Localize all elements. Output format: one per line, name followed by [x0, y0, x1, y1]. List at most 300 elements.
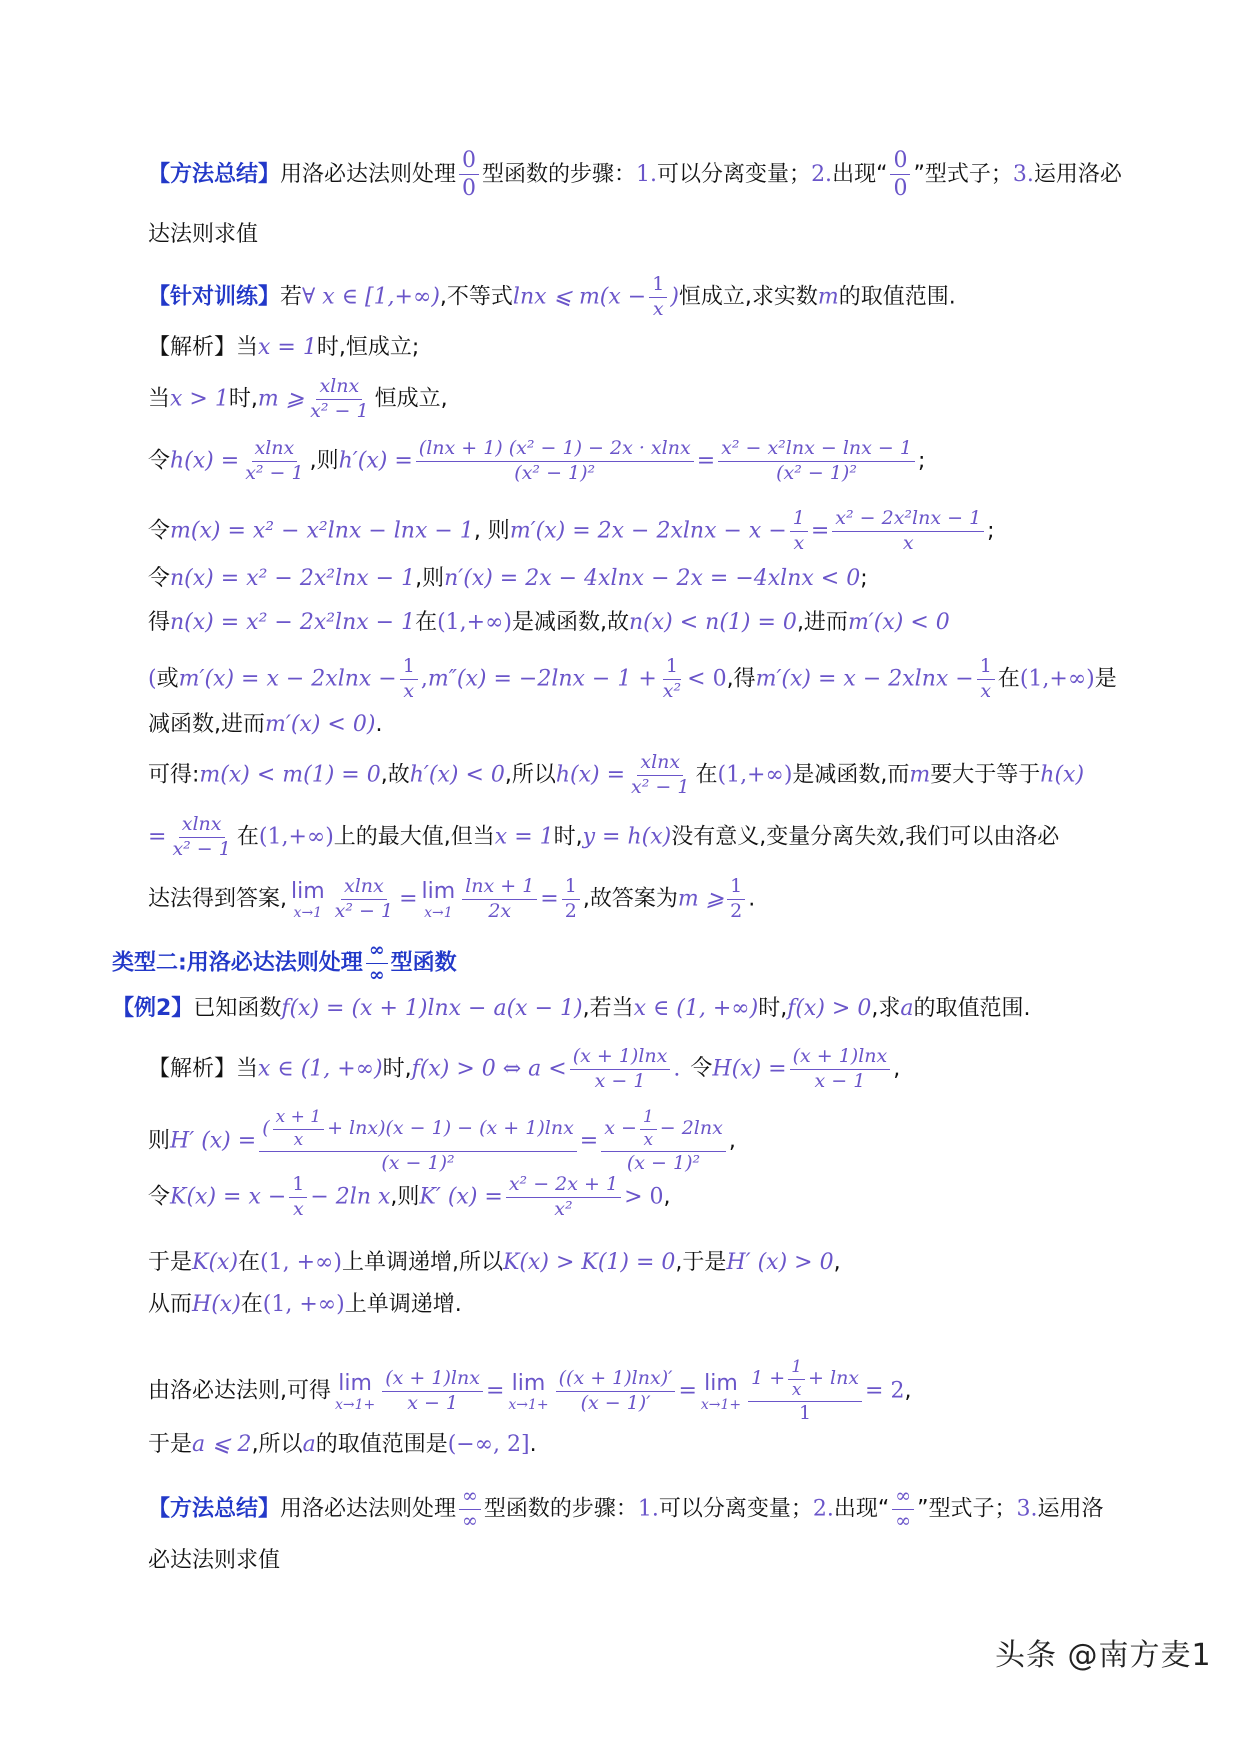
math: H(x)	[192, 1292, 241, 1317]
text: 恒成立,	[374, 386, 448, 412]
frac-num: (lnx + 1) (x² − 1) − 2x · xlnx	[416, 438, 694, 462]
math: m′(x) = x − 2xlnx −	[178, 666, 397, 692]
text: ,	[833, 1250, 841, 1275]
frac-den: 0	[893, 176, 908, 202]
frac-den: x − 1	[814, 1069, 866, 1092]
frac-num: x² − 2x + 1	[506, 1174, 621, 1198]
solution2-line4	[148, 1250, 841, 1276]
fraction	[832, 508, 984, 555]
text: 没有意义,变量分离失效,我们可以由洛必	[671, 824, 1060, 850]
math: ∀ x ∈ [1,+∞)	[302, 284, 440, 310]
math: =	[810, 518, 830, 544]
math: n(x) = x² − 2x²lnx − 1	[170, 566, 416, 591]
math: n(x) < n(1) = 0	[629, 610, 797, 635]
text: 在	[238, 1250, 261, 1275]
frac-num	[259, 1108, 577, 1152]
frac-den: 2	[564, 899, 577, 922]
solution1-line4	[148, 508, 995, 555]
text: 当	[148, 386, 171, 412]
frac-num	[601, 1108, 726, 1152]
math: (−∞, 2]	[447, 1432, 530, 1457]
math: (1, +∞)	[260, 1250, 342, 1275]
expr: − 2lnx	[659, 1117, 723, 1140]
text: 上单调递增,所以	[341, 1250, 503, 1275]
frac-den: x	[643, 1129, 654, 1150]
text: 是	[1094, 666, 1117, 692]
step-number: 1.	[637, 1496, 659, 1522]
frac-num: (x + 1)lnx	[382, 1368, 483, 1392]
lim-sub: x→1	[424, 904, 453, 921]
frac-den: (x − 1)′	[580, 1391, 651, 1414]
method-summary-tag: 【方法总结】	[148, 1496, 281, 1522]
math: m ⩾	[257, 386, 305, 412]
expr: x −	[604, 1117, 637, 1140]
frac-den: x	[902, 531, 914, 554]
text: ,	[663, 1184, 671, 1210]
text: ,求	[871, 996, 901, 1021]
text: 时,	[228, 386, 258, 412]
math: m	[909, 762, 931, 788]
math: (1,+∞)	[1019, 666, 1095, 692]
text: 要大于等于	[930, 762, 1041, 788]
text: 令	[148, 1184, 171, 1210]
text: 上的最大值,但当	[333, 824, 495, 850]
frac-num: xlnx	[637, 752, 683, 776]
text: 令	[690, 1056, 713, 1082]
text: ,所以	[504, 762, 556, 788]
fraction-inf-inf	[459, 1486, 481, 1533]
limit	[508, 1371, 548, 1411]
frac-num: 0	[890, 148, 910, 175]
math: n′(x) = 2x − 4xlnx − 2x = −4xlnx < 0	[444, 566, 861, 591]
text: ”型式子；	[913, 161, 1013, 187]
math: f(x) = (x + 1)lnx − a(x − 1)	[281, 996, 583, 1021]
fraction	[570, 1046, 671, 1093]
frac-num: ∞	[459, 1486, 481, 1510]
frac-den: ∞	[895, 1509, 912, 1532]
expr: + lnx	[808, 1367, 860, 1390]
frac-num: ∞	[366, 940, 388, 964]
math: h′(x) =	[338, 448, 413, 474]
frac-num: xlnx	[252, 438, 298, 462]
math: f(x) > 0	[787, 996, 872, 1021]
text: .	[375, 712, 383, 737]
limit	[335, 1371, 375, 1411]
frac-den: ∞	[368, 963, 385, 986]
frac-den: x	[292, 1197, 304, 1220]
inner-fraction	[788, 1358, 805, 1400]
text: ,于是	[675, 1250, 727, 1275]
math: y = h(x)	[582, 824, 672, 850]
lim-text: lim	[704, 1371, 738, 1397]
limit	[291, 879, 325, 919]
lim-sub: x→1+	[335, 1396, 376, 1413]
fraction	[242, 438, 306, 485]
frac-den: x	[980, 679, 992, 702]
fraction	[790, 1046, 891, 1093]
frac-num	[748, 1358, 862, 1402]
targeted-practice	[148, 274, 956, 321]
text: 得	[148, 610, 171, 635]
text: ,进而	[796, 610, 848, 635]
text: 在	[236, 824, 259, 850]
text: 时,	[382, 1056, 412, 1082]
fraction	[307, 376, 371, 423]
text: 可以分离变量；	[657, 161, 812, 187]
example2	[112, 996, 1030, 1022]
frac-den: x − 1	[594, 1069, 646, 1092]
solution1-line3	[148, 438, 925, 485]
text: 时,	[553, 824, 583, 850]
frac-num: 1	[400, 656, 418, 680]
math: K(x) > K(1) = 0	[502, 1250, 676, 1275]
frac-num: 1	[663, 656, 681, 680]
math: x > 1	[170, 386, 229, 412]
fraction	[382, 1368, 483, 1415]
solution2-line7	[148, 1432, 537, 1458]
text: ;	[860, 566, 868, 591]
frac-den: (x − 1)²	[626, 1152, 701, 1175]
frac-den: x² − 1	[172, 837, 231, 860]
text: 已知函数	[193, 996, 282, 1021]
text: ,则	[415, 566, 445, 591]
math: h(x) =	[170, 448, 240, 474]
math: m(x) < m(1) = 0	[199, 762, 381, 788]
text: 出现“	[833, 1496, 890, 1522]
solution2-line6	[148, 1358, 911, 1425]
text: ,	[893, 1056, 901, 1082]
text: 【解析】当	[148, 335, 259, 360]
text: ,得	[726, 666, 756, 692]
text: 令	[148, 518, 171, 544]
frac-num: (x + 1)lnx	[790, 1046, 891, 1070]
math: lnx ⩽ m(x −	[512, 284, 647, 310]
text: ,	[904, 1378, 912, 1404]
frac-den: x² − 1	[310, 399, 369, 422]
method-summary-2	[148, 1486, 1104, 1533]
math: h(x)	[1040, 762, 1085, 788]
fraction-0-0	[890, 148, 910, 202]
frac-den: x	[293, 1129, 304, 1150]
fraction	[748, 1358, 862, 1425]
math: a	[900, 996, 914, 1021]
text: 则	[148, 1128, 171, 1154]
math: K(x) = x −	[170, 1184, 287, 1210]
math: (1,+∞)	[717, 762, 793, 788]
frac-num: ∞	[892, 1486, 914, 1510]
text: 运用洛	[1037, 1496, 1104, 1522]
math: (1,+∞)	[437, 610, 513, 635]
frac-num: 1	[640, 1108, 657, 1130]
solution2-line3	[148, 1174, 671, 1221]
frac-den: x	[403, 679, 415, 702]
math: n(x) = x² − 2x²lnx − 1	[170, 610, 416, 635]
fraction	[332, 876, 396, 923]
math: m′(x) = 2x − 2xlnx − x −	[509, 518, 787, 544]
frac-den: x	[652, 297, 664, 320]
expr: 1 +	[751, 1367, 786, 1390]
section-heading-type2	[112, 940, 457, 987]
math: x = 1	[494, 824, 554, 850]
frac-den: 1	[799, 1402, 812, 1425]
text: 时,	[758, 996, 788, 1021]
math: (1,+∞)	[258, 824, 334, 850]
fraction-inf-inf	[366, 940, 388, 987]
math: a ⩽ 2	[192, 1432, 252, 1457]
lim-text: lim	[291, 879, 325, 905]
text: 型函数的步骤：	[483, 1496, 638, 1522]
math: H(x) =	[712, 1056, 787, 1082]
solution1-line6	[148, 610, 950, 636]
solution1-line10	[148, 814, 1059, 861]
text: 出现“	[832, 161, 888, 187]
fraction	[416, 438, 694, 485]
math: m(x) = x² − x²lnx − lnx − 1	[170, 518, 474, 544]
math: m	[817, 284, 839, 310]
text: 用洛必达法则处理	[280, 1496, 457, 1522]
frac-den: x − 1	[407, 1391, 458, 1414]
fraction	[289, 1174, 307, 1221]
frac-num: 1	[977, 656, 995, 680]
fraction	[977, 656, 995, 703]
text: 运用洛必	[1033, 161, 1122, 187]
frac-den: (x − 1)²	[381, 1152, 455, 1175]
lim-text: lim	[421, 879, 456, 905]
frac-num: (x + 1)lnx	[570, 1046, 671, 1070]
text: 用洛必达法则处理	[280, 161, 457, 187]
text: 时,恒成立;	[316, 335, 420, 360]
text: 令	[148, 566, 171, 591]
frac-den: (x² − 1)²	[514, 461, 596, 484]
math: )	[670, 284, 679, 310]
text: ;	[987, 518, 995, 544]
math: x ∈ (1, +∞)	[258, 1056, 383, 1082]
text: .	[748, 886, 756, 912]
math: < 0	[687, 666, 727, 692]
text: 在	[997, 666, 1020, 692]
frac-den: x	[791, 1379, 802, 1400]
text: 的取值范围是	[315, 1432, 448, 1457]
text: ,则	[390, 1184, 420, 1210]
text: 若	[280, 284, 303, 310]
frac-den: 0	[462, 176, 477, 202]
solution2-line2	[148, 1108, 736, 1175]
text: 的取值范围.	[913, 996, 1031, 1021]
lim-sub: x→1	[293, 904, 323, 921]
math: f(x) > 0 ⇔ a <	[411, 1056, 567, 1082]
text: ,不等式	[439, 284, 513, 310]
text: 在	[415, 610, 438, 635]
math: h′(x) < 0	[409, 762, 505, 788]
method-summary-1-line2: 达法则求值	[148, 222, 259, 247]
frac-num: 1	[790, 508, 808, 532]
frac-den: ∞	[462, 1509, 478, 1532]
text: ,	[728, 1128, 736, 1154]
solution1-line7	[148, 656, 1117, 703]
text: ,故答案为	[582, 886, 678, 912]
frac-num: x + 1	[273, 1108, 324, 1130]
text: 从而	[148, 1292, 193, 1317]
limit	[701, 1371, 741, 1411]
text: 是减函数,而	[792, 762, 910, 788]
frac-num: 1	[727, 876, 745, 900]
math: ,	[420, 666, 428, 692]
expr: + lnx)(x − 1) − (x + 1)lnx	[327, 1117, 574, 1140]
math: H′ (x) > 0	[726, 1250, 834, 1275]
frac-den: x² − 1	[245, 461, 304, 484]
lim-sub: x→1+	[700, 1396, 742, 1413]
solution1-line2	[148, 376, 448, 423]
math: > 0	[624, 1184, 664, 1210]
heading-text: 型函数	[390, 950, 457, 976]
text: ,若当	[582, 996, 634, 1021]
fraction-inf-inf	[892, 1486, 914, 1533]
text: 是减函数,故	[512, 610, 630, 635]
step-number: 2.	[812, 1496, 834, 1522]
frac-num: 1	[649, 274, 667, 298]
math: = 2	[865, 1378, 905, 1404]
solution1-line1	[148, 335, 419, 361]
text: .	[529, 1432, 537, 1457]
method-summary-tag: 【方法总结】	[148, 161, 281, 187]
text: 达法得到答案,	[148, 886, 287, 912]
text: 于是	[148, 1250, 193, 1275]
frac-num: ((x + 1)lnx)′	[556, 1368, 676, 1392]
fraction	[660, 656, 684, 703]
fraction-0-0	[459, 148, 479, 202]
frac-num: 0	[459, 148, 479, 175]
solution1-line5	[148, 566, 868, 592]
math: K′ (x) =	[419, 1184, 503, 1210]
heading-text: 类型二:用洛必达法则处理	[112, 950, 363, 976]
step-number: 1.	[636, 161, 658, 187]
method-summary-2-line2: 必达法则求值	[148, 1548, 281, 1573]
text: 于是	[148, 1432, 193, 1457]
fraction	[562, 876, 580, 923]
lim-text: lim	[338, 1371, 372, 1397]
fraction	[462, 876, 537, 923]
text: 型函数的步骤：	[482, 161, 637, 187]
fraction	[601, 1108, 726, 1175]
text: 可以分离变量；	[658, 1496, 813, 1522]
math: m′(x) < 0)	[265, 712, 376, 737]
text: , 则	[473, 518, 510, 544]
frac-den: x²	[662, 679, 682, 702]
text: ”型式子；	[917, 1496, 1017, 1522]
math: a	[302, 1432, 316, 1457]
math: − 2ln x	[310, 1184, 391, 1210]
math: =	[678, 1378, 697, 1404]
math: =	[148, 824, 167, 850]
math: x ∈ (1, +∞)	[633, 996, 759, 1021]
frac-num: 1	[289, 1174, 307, 1198]
frac-den: x² − 1	[631, 775, 690, 798]
frac-den: x² − 1	[334, 899, 394, 922]
text: ,所以	[251, 1432, 303, 1457]
fraction	[400, 656, 418, 703]
step-number: 2.	[811, 161, 833, 187]
frac-num: xlnx	[341, 876, 387, 900]
fraction	[727, 876, 745, 923]
example-tag: 【例2】	[112, 996, 194, 1021]
solution2-line1	[148, 1046, 900, 1093]
fraction	[718, 438, 915, 485]
math: x = 1	[258, 335, 317, 360]
frac-den: x²	[554, 1197, 573, 1220]
text: 减函数,进而	[148, 712, 265, 737]
step-number: 3.	[1016, 1496, 1038, 1522]
lim-text: lim	[511, 1371, 546, 1397]
method-summary-1	[148, 148, 1122, 202]
frac-num: lnx + 1	[462, 876, 537, 900]
text: 【解析】当	[148, 1056, 259, 1082]
math: m′(x) < 0	[847, 610, 950, 635]
frac-den: 2	[730, 899, 743, 922]
frac-den: x	[793, 531, 805, 554]
text: ,则	[309, 448, 339, 474]
inner-fraction	[640, 1108, 657, 1150]
math: m′(x) = x − 2xlnx −	[755, 666, 974, 692]
text: ,故	[380, 762, 410, 788]
math: h(x) =	[555, 762, 626, 788]
frac-den: (x² − 1)²	[776, 461, 857, 484]
fraction	[259, 1108, 577, 1175]
math: =	[696, 448, 716, 474]
math: m ⩾	[677, 886, 725, 912]
solution1-line11	[148, 876, 755, 923]
math: K(x)	[192, 1250, 239, 1275]
solution1-line8	[148, 712, 382, 738]
solution2-line5	[148, 1292, 462, 1318]
fraction	[649, 274, 667, 321]
text: 或	[156, 666, 179, 692]
fraction	[169, 814, 233, 861]
math: =	[579, 1128, 599, 1154]
text: 在	[240, 1292, 263, 1317]
frac-num: x² − 2x²lnx − 1	[832, 508, 984, 532]
step-number: 3.	[1012, 161, 1034, 187]
limit	[422, 879, 456, 919]
frac-num: x² − x²lnx − lnx − 1	[718, 438, 915, 462]
text: 上单调递增.	[344, 1292, 462, 1317]
frac-den: 2x	[488, 899, 512, 922]
text: 在	[695, 762, 718, 788]
math: m″(x) = −2lnx − 1 +	[427, 666, 657, 692]
text: 恒成立,求实数	[678, 284, 818, 310]
math: =	[485, 1378, 505, 1404]
frac-num: 1	[562, 876, 580, 900]
math: (	[148, 666, 157, 692]
frac-num: xlnx	[179, 814, 225, 838]
text: 由洛必达法则,可得	[148, 1378, 331, 1404]
paren: (	[262, 1117, 270, 1140]
math: (1, +∞)	[262, 1292, 345, 1317]
watermark: 头条 @南方麦1	[995, 1638, 1212, 1673]
solution1-line9	[148, 752, 1084, 799]
math: =	[399, 886, 418, 912]
math: .	[673, 1056, 681, 1082]
math: =	[540, 886, 559, 912]
inner-fraction	[273, 1108, 324, 1150]
frac-num: xlnx	[316, 376, 362, 400]
frac-num: 1	[788, 1358, 805, 1380]
fraction	[556, 1368, 676, 1415]
text: 的取值范围.	[838, 284, 956, 310]
fraction	[506, 1174, 621, 1221]
math: H′ (x) =	[170, 1128, 257, 1154]
practice-tag: 【针对训练】	[148, 284, 281, 310]
text: 令	[148, 448, 171, 474]
